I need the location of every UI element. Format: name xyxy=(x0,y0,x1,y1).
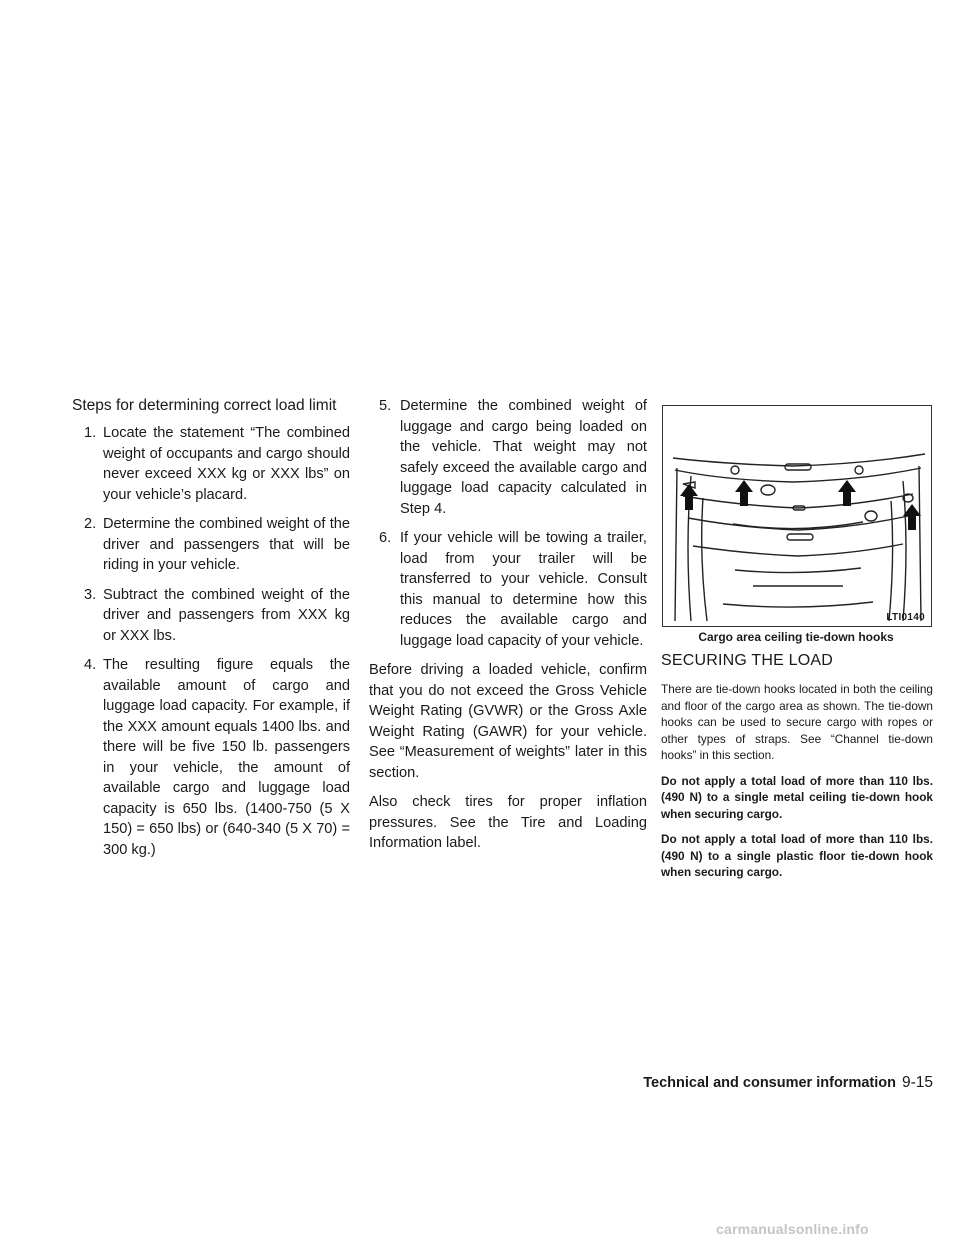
step-text: Locate the statement “The combined weight of occupants and cargo should never exceed XXX kg or XXX lbs” on your vehicle’s placard. xyxy=(103,425,350,503)
figure-caption: Cargo area ceiling tie-down hooks xyxy=(698,630,894,644)
page-number: 9-15 xyxy=(901,1074,933,1091)
warning-floor-hook: Do not apply a total load of more than 110 lbs. (490 N) to a single plastic floor tie-down hook when securing cargo. xyxy=(661,832,933,879)
step-number: 6. xyxy=(379,530,392,546)
step-number: 5. xyxy=(379,398,392,414)
securing-load-heading: SECURING THE LOAD xyxy=(661,652,834,669)
cargo-ceiling-illustration xyxy=(663,406,932,627)
watermark: carmanualsonline.info xyxy=(716,1221,869,1237)
step-text: Determine the combined weight of luggage and cargo being loaded on the vehicle. That weight may not safely exceed the available cargo and luggage load capacity calculated in Step 4. xyxy=(400,398,647,517)
step-item xyxy=(72,514,350,576)
middle-column xyxy=(369,396,647,863)
step-text: Subtract the combined weight of the driver and passengers from XXX kg or XXX lbs. xyxy=(103,586,350,644)
right-column xyxy=(661,405,933,890)
step-number: 4. xyxy=(84,657,97,673)
step-item xyxy=(369,528,647,651)
step-item xyxy=(72,423,350,505)
step-number: 3. xyxy=(84,586,97,603)
step-item xyxy=(72,655,350,860)
tire-paragraph: Also check tires for proper inflation pressures. See the Tire and Loading Information label. xyxy=(369,794,647,851)
left-column xyxy=(72,396,350,869)
step-number: 2. xyxy=(84,516,97,532)
figure-code: LTI0140 xyxy=(886,612,925,623)
steps-list xyxy=(72,423,350,860)
step-text: The resulting figure equals the available amount of cargo and luggage load capacity. For example, if the XXX amount equals 1400 lbs. and there will be five 150 lb. passengers in your vehicle, the amount of available cargo and luggage load capacity is 650 lbs. (1400-750 (5 X 150) = 650 lbs) or (640-340 (5 X 70) = 300 kg.) xyxy=(103,657,350,858)
page-footer xyxy=(643,1074,933,1092)
step-item xyxy=(72,585,350,647)
step-item xyxy=(369,396,647,519)
section-title-load-limit: Steps for determining correct load limit xyxy=(72,397,337,414)
tie-down-paragraph: There are tie-down hooks located in both the ceiling and floor of the cargo area as shown. The tie-down hooks can be used to secure cargo with ropes or other types of straps. See “Channel tie-down hooks” in this section. xyxy=(661,682,933,762)
gvwr-paragraph: Before driving a loaded vehicle, confirm that you do not exceed the Gross Vehicle Weight Rating (GVWR) or the Gross Axle Weight Rating (GAWR) for your vehicle. See “Measurement of weights” later in this section. xyxy=(369,662,647,781)
cargo-ceiling-figure xyxy=(662,405,932,627)
warning-ceiling-hook: Do not apply a total load of more than 110 lbs. (490 N) to a single metal ceiling tie-down hook when securing cargo. xyxy=(661,773,933,821)
footer-section-title: Technical and consumer information xyxy=(643,1075,896,1091)
step-text: Determine the combined weight of the driver and passengers that will be riding in your vehicle. xyxy=(103,516,350,573)
step-text: If your vehicle will be towing a trailer, load from your trailer will be transferred to your vehicle. Consult this manual to determine how this reduces the available cargo and luggage load capacity of your vehicle. xyxy=(400,530,647,649)
step-number: 1. xyxy=(84,425,97,441)
steps-list-continued xyxy=(369,396,647,651)
